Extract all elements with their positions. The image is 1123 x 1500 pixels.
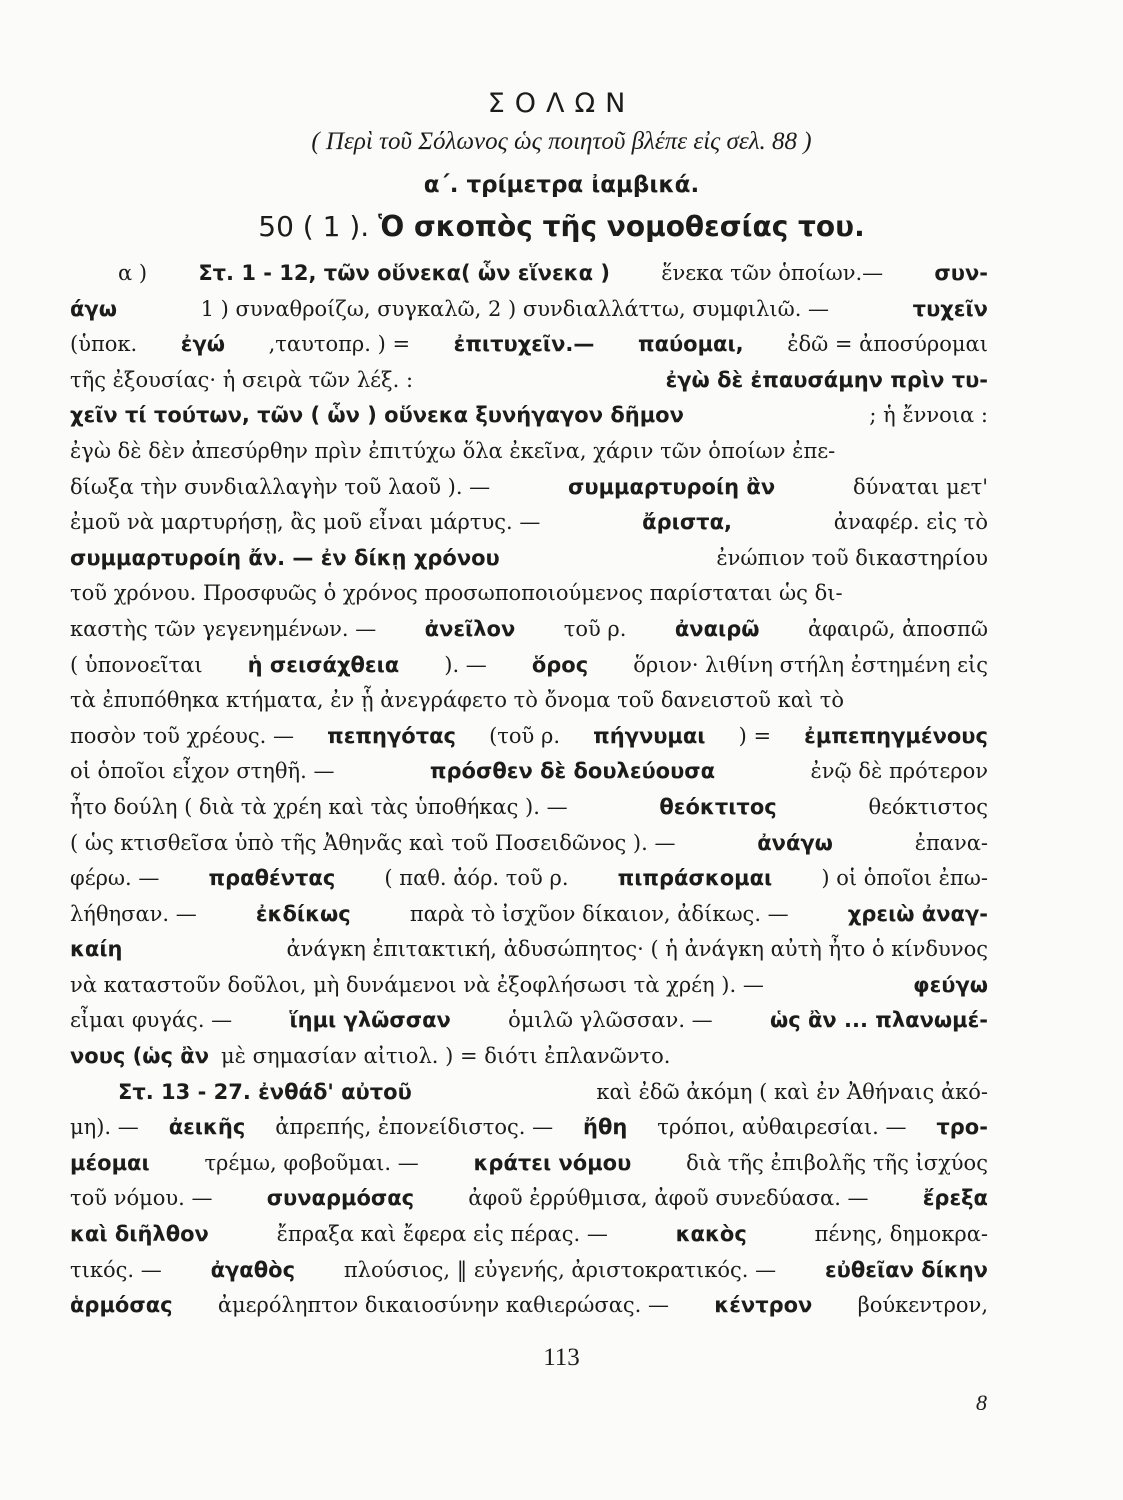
text-line [70,612,988,648]
signature-mark: 8 [976,1390,987,1415]
line-text: ὅριον· λιθίνη στήλη ἐστημένη εἰς [633,652,988,677]
line-text: ἀνάγκη ἐπιτακτική, ἀδυσώπητος· ( ἡ ἀνάγκη αὐτὴ ἦτο ὁ κίνδυνος [286,937,988,962]
bold-term: χρειὼ ἀναγ- [847,901,988,926]
bold-term: πιπράσκομαι [617,866,773,891]
section-heading: α΄. τρίμετρα ἰαμβικά. [423,172,700,198]
line-text: τῆς ἐξουσίας· ἡ σειρὰ τῶν λέξ. : [70,367,414,392]
line-text: ἕνεκα τῶν ὁποίων.— [661,261,884,285]
bold-term: ἀναιρῶ [674,616,760,641]
bold-term: πρόσθεν δὲ δουλεύουσα [429,759,716,784]
line-text: τρόποι, αὐθαιρεσίαι. — [657,1115,907,1140]
line-text: ; ἡ ἔννοια : [869,403,988,428]
bold-term: ἐπιτυχεῖν.— [453,332,595,357]
line-text: ὁμιλῶ γλῶσσαν. — [508,1008,713,1033]
bold-term: Στ. 1 - 12, τῶν οὕνεκα( ὧν εἵνεκα ) [198,261,610,285]
bold-term: συναρμόσας [266,1186,415,1211]
line-text: ἐμοῦ νὰ μαρτυρήσῃ, ἂς μοῦ εἶναι μάρτυς. — [70,510,541,535]
text-line [70,790,988,826]
bold-term: καὶ διῆλθον [70,1222,209,1247]
line-text: ἐνώπιον τοῦ δικαστηρίου [716,545,988,570]
bold-term: ἀνεῖλον [424,616,516,641]
text-line [70,541,988,577]
line-text: (ὑποκ. [70,332,138,357]
line-text: τοῦ χρόνου. Προσφυῶς ὁ χρόνος προσωποποιούμενος παρίσταται ὡς δι- [70,581,843,606]
line-text: ἐνῷ δὲ πρότερον [810,759,988,784]
line-text: τοῦ νόμου. — [70,1186,213,1211]
bold-term: ἀνάγω [757,830,833,855]
line-text: εἶμαι φυγάς. — [70,1008,233,1033]
bold-term: ὅρος [531,652,589,677]
bold-term: άγω [70,296,117,321]
bold-term: ἄριστα, [642,510,732,535]
line-text: θεόκτιστος [868,794,988,819]
text-line [70,1181,988,1217]
line-text: 1 ) συναθροίζω, συγκαλῶ, 2 ) συνδιαλλάττω, συμφιλιῶ. — [200,296,830,321]
commentary-body [70,256,988,1324]
text-line [70,683,988,719]
bold-term: ἔρεξα [922,1186,988,1211]
page-number: 113 [543,1344,580,1371]
bold-term: ἁρμόσας [70,1293,173,1318]
text-line [70,754,988,790]
line-text: ἦτο δούλη ( διὰ τὰ χρέη καὶ τὰς ὑποθήκας ). — [70,794,568,819]
line-text: μη). — [70,1115,139,1140]
line-text: ( ὑπονοεῖται [70,652,203,677]
bold-term: πήγνυμαι [593,723,706,748]
bold-term: ἐγὼ δὲ ἐπαυσάμην πρὶν τυ- [665,367,988,392]
text-line [70,1146,988,1182]
line-text: τοῦ ρ. [563,616,627,641]
bold-term: Στ. 13 - 27. ἐνθάδ' αὐτοῦ [118,1079,412,1104]
bold-term: τρο- [936,1115,988,1140]
line-text: ) = [738,723,772,748]
text-line [70,1039,988,1075]
text-line [70,968,988,1004]
line-text: ( παθ. ἀόρ. τοῦ ρ. [384,866,569,891]
line-text: τρέμω, φοβοῦμαι. — [204,1150,419,1175]
line-text: καὶ ἐδῶ ἀκόμη ( καὶ ἐν Ἀθήναις ἀκό- [596,1079,988,1104]
bold-term: θεόκτιτος [659,794,777,819]
line-text: ( ὡς κτισθεῖσα ὑπὸ τῆς Ἀθηνᾶς καὶ τοῦ Ποσειδῶνος ). — [70,830,676,855]
text-line [70,1288,988,1324]
line-text: οἱ ὁποῖοι εἶχον στηθῆ. — [70,759,335,784]
bold-term: παύομαι, [637,332,744,357]
bold-term: πεπηγότας [327,723,456,748]
line-text: ἀφοῦ ἐρρύθμισα, ἀφοῦ συνεδύασα. — [468,1186,869,1211]
bold-term: φεύγω [913,972,988,997]
bold-term: ἤθη [583,1115,628,1140]
line-text: ἀναφέρ. εἰς τὸ [833,510,988,535]
line-text: καστὴς τῶν γεγενημένων. — [70,616,377,641]
page-title: ΣΟΛΩΝ [487,88,636,119]
line-text: δίωξα τὴν συνδιαλλαγὴν τοῦ λαοῦ ). — [70,474,491,499]
bold-term: κακὸς [675,1222,747,1247]
line-text: πλούσιος, ‖ εὐγενής, ἀριστοκρατικός. — [343,1257,777,1282]
text-line [70,648,988,684]
bold-term: ἀγαθὸς [210,1257,296,1282]
text-line [70,363,988,399]
bold-term: χεῖν τί τούτων, τῶν ( ὧν ) οὕνεκα ξυνήγαγον δῆμον [70,403,684,428]
bold-term: συμμαρτυροίη ἄν. — ἐν δίκῃ χρόνου [70,545,500,570]
line-text: ποσὸν τοῦ χρέους. — [70,723,295,748]
line-text: ,ταυτοπρ. ) = [268,332,411,357]
line-text: διὰ τῆς ἐπιβολῆς τῆς ἰσχύος [686,1150,988,1175]
bold-term: εὐθεῖαν δίκην [824,1257,988,1282]
line-text: νὰ καταστοῦν δοῦλοι, μὴ δυνάμενοι νὰ ἐξοφλήσωσι τὰ χρέη ). — [70,972,764,997]
bold-term: ἀεικῆς [168,1115,246,1140]
text-line [70,398,988,434]
line-text: δύναται μετ' [853,474,988,499]
poem-heading [0,210,1123,243]
text-line [70,256,988,292]
line-text: φέρω. — [70,866,160,891]
text-line [70,932,988,968]
line-text: ἐδῶ = ἀποσύρομαι [787,332,988,357]
text-line [70,1075,988,1111]
text-line [70,1217,988,1253]
page-subtitle: ( Περὶ τοῦ Σόλωνος ὡς ποιητοῦ βλέπε εἰς σελ. 88 ) [311,128,812,155]
bold-term: τυχεῖν [912,296,988,321]
line-text: ἐπανα- [914,830,988,855]
bold-term: μέομαι [70,1150,150,1175]
poem-title: Ὁ σκοπὸς τῆς νομοθεσίας του. [378,210,865,243]
text-line [70,897,988,933]
text-line [70,861,988,897]
line-text: ). — [444,652,487,677]
line-text: λήθησαν. — [70,901,197,926]
text-line [70,719,988,755]
line-text: ἐγὼ δὲ δὲν ἀπεσύρθην πρὶν ἐπιτύχω ὅλα ἐκεῖνα, χάριν τῶν ὁποίων ἐπε- [70,438,836,463]
line-text: ) οἱ ὁποῖοι ἐπω- [821,866,988,891]
bold-term: ἐμπεπηγμένους [804,723,988,748]
text-line [70,292,988,328]
text-line [70,505,988,541]
line-text: α ) [118,261,148,285]
line-text: τὰ ἐπυπόθηκα κτήματα, ἐν ᾗ ἀνεγράφετο τὸ ὄνομα τοῦ δανειστοῦ καὶ τὸ [70,688,845,713]
bold-term: συμμαρτυροίη ἂν [568,474,776,499]
bold-term: πραθέντας [208,866,336,891]
text-line [70,470,988,506]
line-text: μὲ σημασίαν αἰτιολ. ) = διότι ἐπλανῶντο. [221,1044,671,1069]
line-text: πένης, δημοκρα- [814,1222,988,1247]
bold-term: ἐγώ [180,332,226,357]
bold-term: ἡ σεισάχθεια [247,652,400,677]
text-line [70,434,988,470]
bold-term: κράτει νόμου [473,1150,632,1175]
text-line [70,826,988,862]
line-text: (τοῦ ρ. [489,723,560,748]
bold-term: ἵημι γλῶσσαν [289,1008,451,1033]
bold-term: ὡς ἂν ... πλανωμέ- [769,1008,988,1033]
bold-term: συν- [934,261,988,285]
line-text: παρὰ τὸ ἰσχῦον δίκαιον, ἀδίκως. — [409,901,789,926]
line-text: ἀφαιρῶ, ἀποσπῶ [807,616,988,641]
bold-term: νους (ὡς ἂν [70,1044,210,1069]
line-text: ἔπραξα καὶ ἔφερα εἰς πέρας. — [276,1222,608,1247]
text-line [70,1003,988,1039]
bold-term: ἐκδίκως [255,901,351,926]
text-line [70,576,988,612]
text-line [70,1253,988,1289]
bold-term: καίη [70,937,123,962]
line-text: ἀμερόληπτον δικαιοσύνην καθιερώσας. — [217,1293,670,1318]
line-text: ἀπρεπής, ἐπονείδιστος. — [275,1115,554,1140]
bold-term: κέντρον [714,1293,813,1318]
text-line [70,327,988,363]
poem-number: 50 ( 1 ). [258,210,370,243]
line-text: τικός. — [70,1257,162,1282]
line-text: βούκεντρον, [857,1293,988,1318]
text-line [70,1110,988,1146]
